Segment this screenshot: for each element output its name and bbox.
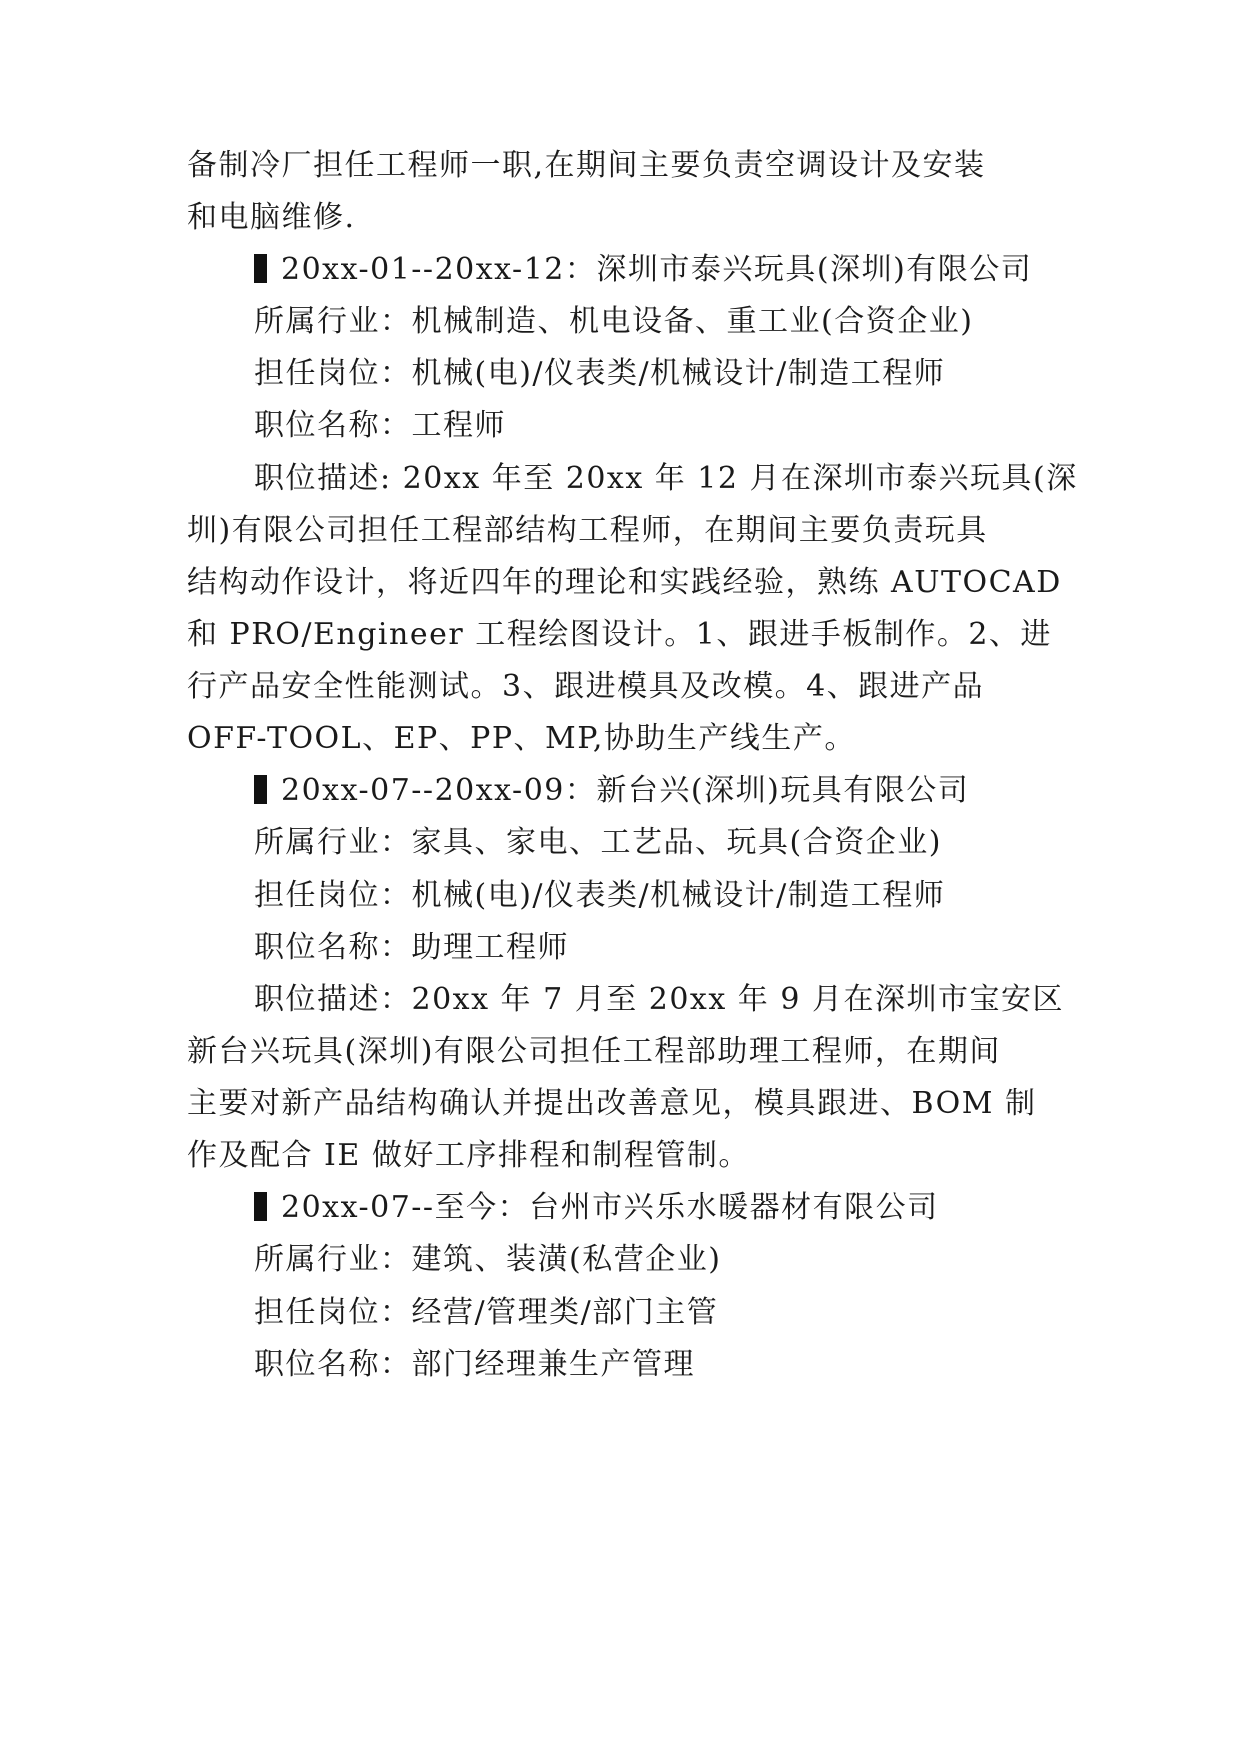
body-text-line: 备制冷厂担任工程师一职,在期间主要负责空调设计及安装 — [187, 148, 986, 183]
industry-line: 所属行业：机械制造、机电设备、重工业(合资企业) — [254, 304, 974, 339]
job-entry-heading — [254, 1188, 939, 1228]
job-description-line: 职位描述: 20xx 年至 20xx 年 12 月在深圳市泰兴玩具(深 — [254, 461, 1078, 496]
position-line: 担任岗位：机械(电)/仪表类/机械设计/制造工程师 — [254, 878, 946, 913]
bullet-block-icon — [254, 254, 267, 283]
position-line: 担任岗位：经营/管理类/部门主管 — [254, 1295, 719, 1330]
body-text-line: 作及配合 IE 做好工序排程和制程管制。 — [187, 1138, 750, 1173]
job-title-line: 职位名称：工程师 — [254, 408, 506, 443]
position-line: 担任岗位：机械(电)/仪表类/机械设计/制造工程师 — [254, 356, 946, 391]
job-entry-heading — [254, 250, 1032, 290]
body-text-line: 结构动作设计，将近四年的理论和实践经验，熟练 AUTOCAD — [187, 565, 1062, 600]
bullet-block-icon — [254, 775, 267, 804]
job-description-line: 职位描述：20xx 年 7 月至 20xx 年 9 月在深圳市宝安区 — [254, 982, 1064, 1017]
job-entry-title: 20xx-01--20xx-12：深圳市泰兴玩具(深圳)有限公司 — [281, 252, 1033, 287]
body-text-line: 和电脑维修. — [187, 200, 356, 235]
body-text-line: 新台兴玩具(深圳)有限公司担任工程部助理工程师，在期间 — [187, 1034, 1001, 1069]
job-entry-title: 20xx-07--20xx-09：新台兴(深圳)玩具有限公司 — [281, 773, 970, 808]
industry-line: 所属行业：家具、家电、工艺品、玩具(合资企业) — [254, 825, 942, 860]
job-entry-heading — [254, 771, 969, 811]
body-text-line: 主要对新产品结构确认并提出改善意见，模具跟进、BOM 制 — [187, 1086, 1037, 1121]
job-entry-title: 20xx-07--至今：台州市兴乐水暖器材有限公司 — [281, 1190, 939, 1225]
body-text-line: OFF-TOOL、EP、PP、MP,协助生产线生产。 — [187, 721, 856, 756]
body-text-line: 和 PRO/Engineer 工程绘图设计。1、跟进手板制作。2、进 — [187, 617, 1052, 652]
job-title-line: 职位名称：助理工程师 — [254, 930, 569, 965]
industry-line: 所属行业：建筑、装潢(私营企业) — [254, 1242, 722, 1277]
bullet-block-icon — [254, 1192, 267, 1221]
body-text-line: 行产品安全性能测试。3、跟进模具及改模。4、跟进产品 — [187, 669, 985, 704]
job-title-line: 职位名称：部门经理兼生产管理 — [254, 1347, 695, 1382]
body-text-line: 圳)有限公司担任工程部结构工程师，在期间主要负责玩具 — [187, 513, 988, 548]
